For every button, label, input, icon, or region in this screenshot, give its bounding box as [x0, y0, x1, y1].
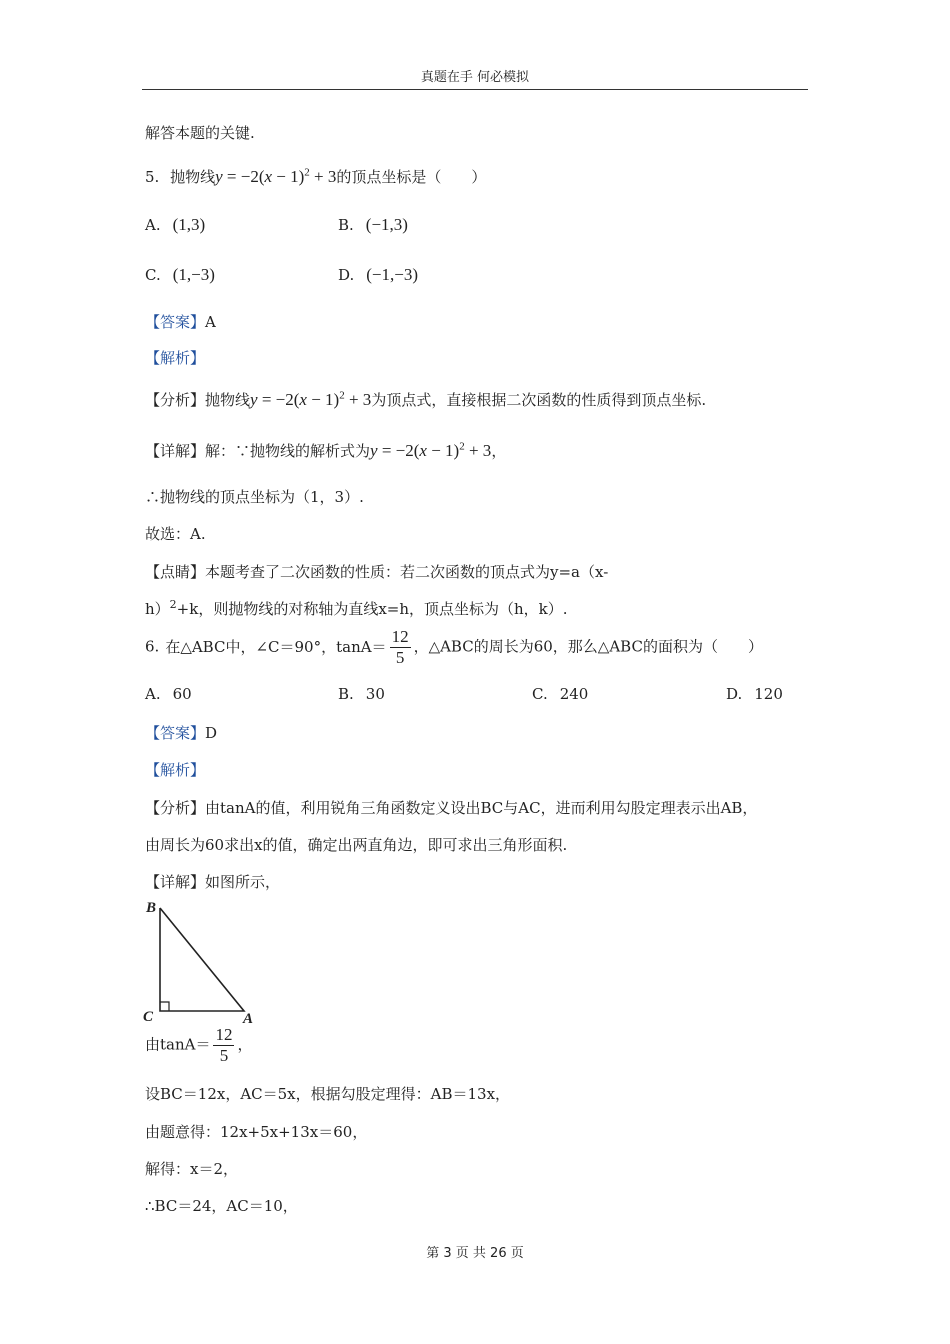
question-6-stem: 6. 在△ABC中，∠C＝90°，tanA＝ $\frac{12}{5}$ ，△ABC的周长为60，那么△ABC的面积为（ ）	[145, 627, 763, 667]
stem-text: 抛物线	[170, 168, 216, 186]
page-header-title: 真题在手 何必模拟	[420, 70, 530, 85]
previous-answer-tail: 解答本题的关键.	[145, 124, 255, 142]
triangle-outline	[160, 908, 244, 1011]
vertex-a-label: A	[243, 1011, 254, 1027]
right-angle-mark	[160, 1002, 169, 1011]
q6-line1: 由tanA＝ $\frac{12}{5}$ ，	[145, 1025, 253, 1065]
question-5-stem	[145, 166, 486, 187]
q6-fenxi-line1: 【分析】由tanA的值，利用锐角三角函数定义设出BC与AC，进而利用勾股定理表示出AB，	[145, 799, 758, 817]
parabola-expression: $y = -2(x - 1)^2 + 3$	[250, 389, 372, 409]
question-number: 6.	[145, 637, 160, 656]
q6-line2: 设BC＝12x，AC＝5x，根据勾股定理得：AB＝13x，	[145, 1085, 511, 1103]
q5-dianjing-line2: h）$^2$+k，则抛物线的对称轴为直线x=h，顶点坐标为（h，k）.	[145, 598, 568, 618]
parabola-expression: $y = -2(x - 1)^2 + 3$	[370, 440, 492, 460]
q6-option-b: B. 30	[338, 685, 385, 703]
tan-fraction: $\frac{12}{5}$	[391, 627, 409, 667]
q6-line3: 由题意得：12x+5x+13x＝60，	[145, 1123, 368, 1141]
option-b: B. (−1,3)	[338, 215, 408, 234]
q6-fenxi-line2: 由周长为60求出x的值，确定出两直角边，即可求出三角形面积.	[145, 836, 568, 854]
stem-text: 的顶点坐标是（ ）	[336, 168, 487, 186]
q6-xiangjie: 【详解】如图所示，	[145, 873, 281, 891]
q6-line4: 解得：x＝2，	[145, 1160, 239, 1178]
vertex-b-label: B	[146, 900, 157, 916]
q6-line5: ∴BC＝24，AC＝10，	[145, 1197, 298, 1215]
parabola-expression: $y = -2(x - 1)^2 + 3$	[215, 166, 337, 186]
q5-therefore: ∴抛物线的顶点坐标为（1，3）.	[145, 488, 364, 506]
q6-option-d: D. 120	[726, 685, 783, 703]
answer-tag: 【答案】	[145, 313, 206, 331]
q5-dianjing-line1: 【点睛】本题考查了二次函数的性质：若二次函数的顶点式为y=a（x-	[145, 563, 609, 581]
header-divider	[142, 89, 808, 90]
q6-answer: 【答案】D	[145, 724, 218, 742]
q5-xiangjie: 【详解】解：∵抛物线的解析式为$y = -2(x - 1)^2 + 3$，	[145, 440, 507, 460]
q5-answer: 【答案】A	[145, 313, 216, 331]
page-footer: 第 3 页 共 26 页	[426, 1246, 524, 1261]
vertex-c-label: C	[143, 1009, 154, 1025]
q6-analysis-heading: 【解析】	[145, 761, 206, 779]
question-number: 5.	[145, 168, 160, 186]
option-d: D. (−1,−3)	[338, 265, 419, 284]
option-c: C. (1,−3)	[145, 265, 215, 284]
q6-option-c: C. 240	[532, 685, 589, 703]
q5-analysis-heading: 【解析】	[145, 349, 206, 367]
q5-fenxi: 【分析】抛物线$y = -2(x - 1)^2 + 3$为顶点式，直接根据二次函数的性质得到顶点坐标.	[145, 389, 707, 409]
q5-choose: 故选：A.	[145, 525, 206, 543]
option-a: A. (1,3)	[145, 215, 206, 234]
q6-option-a: A. 60	[145, 685, 192, 703]
right-triangle-figure	[140, 896, 270, 1028]
tan-fraction: $\frac{12}{5}$	[215, 1025, 233, 1065]
